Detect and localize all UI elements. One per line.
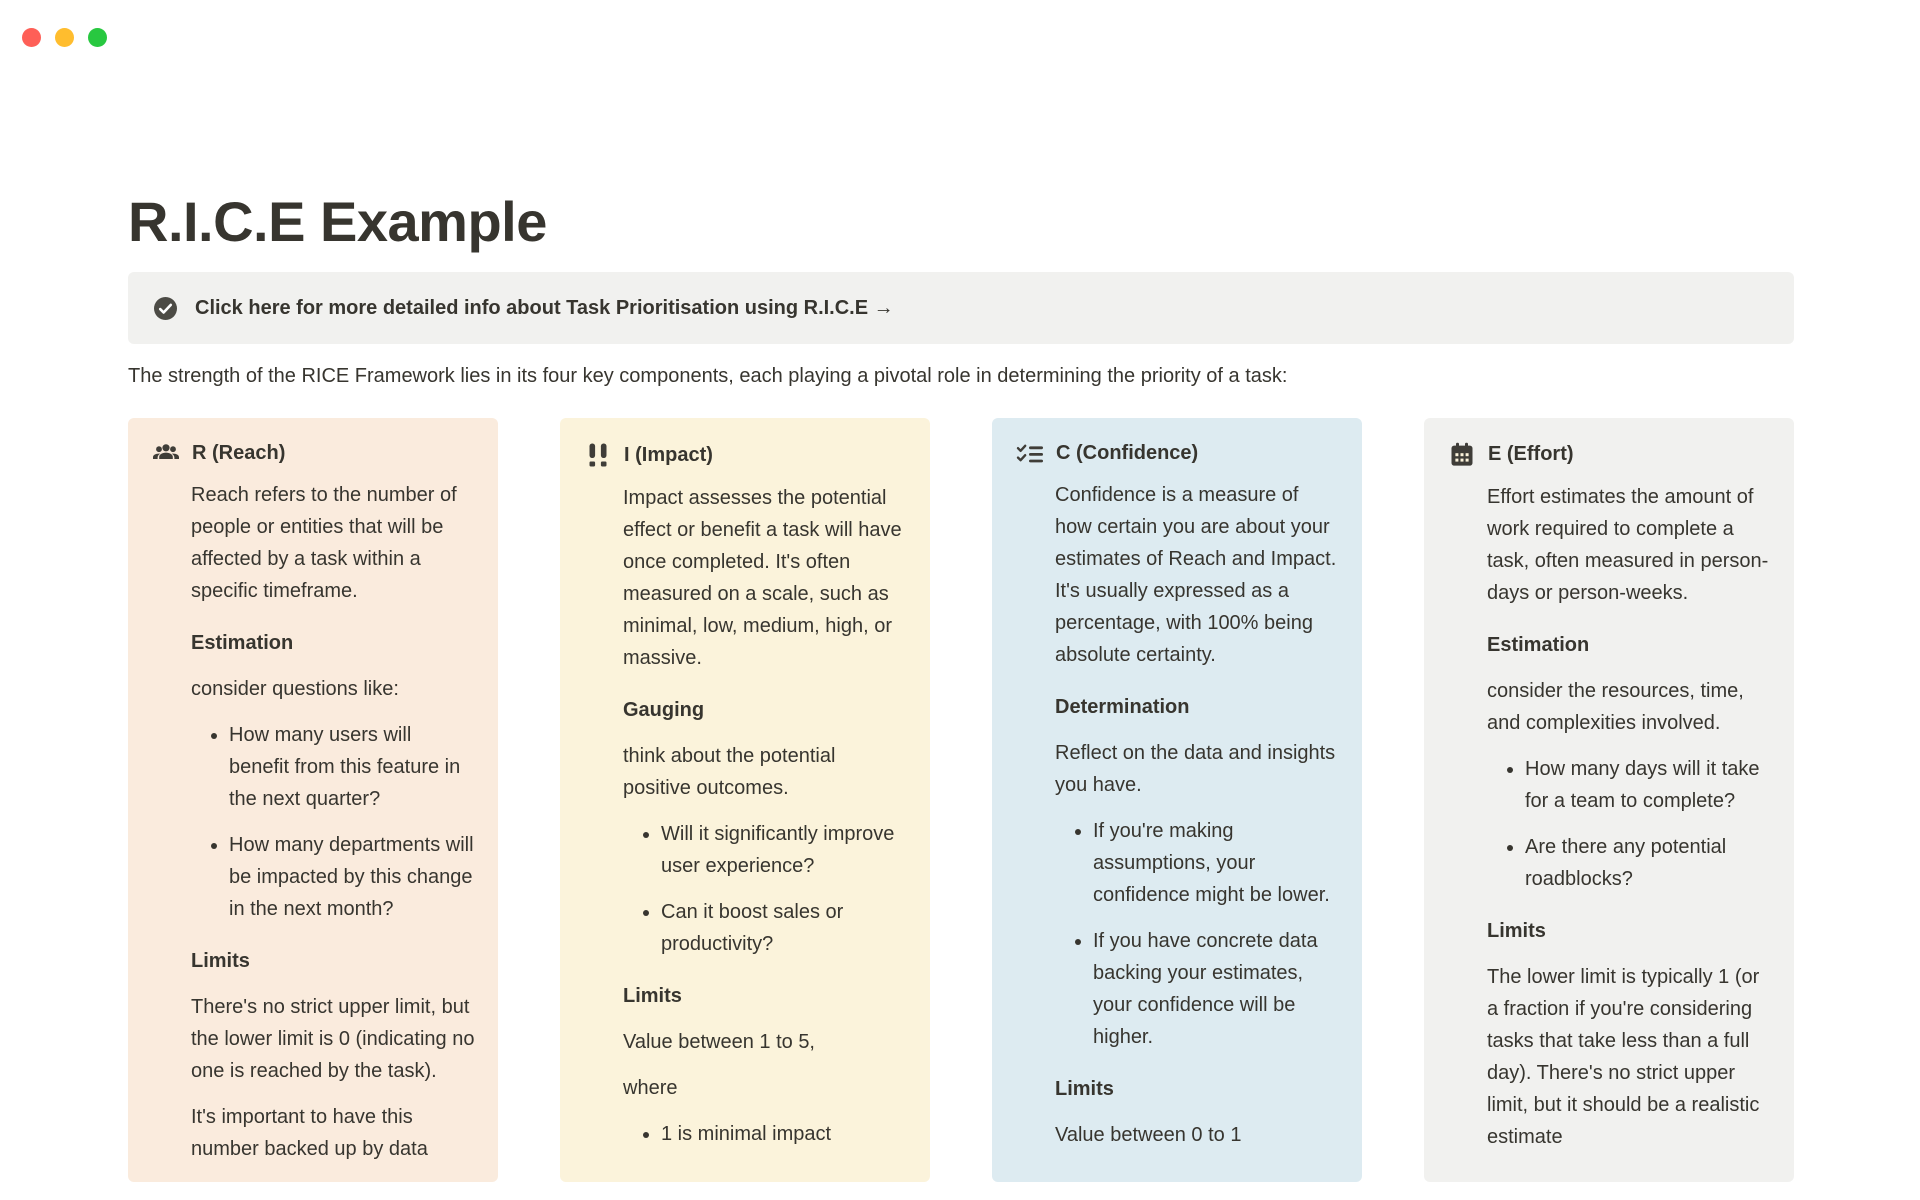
card-paragraph: Confidence is a measure of how certain you are about your estimates of Reach and Impact. It's usually expressed as a percentage, with 100% being absolute certainty. [1055, 484, 1337, 667]
card-subheading: Limits [191, 950, 250, 973]
card-effort-header [1446, 442, 1772, 467]
card-title: E (Effort) [1488, 443, 1574, 466]
bullet-item: • How many users will benefit from this feature in the next quarter? [229, 719, 476, 815]
window-controls [22, 28, 107, 47]
card-subheading: Limits [1487, 920, 1546, 943]
people-group-icon [150, 443, 181, 465]
card-reach [128, 418, 498, 1182]
bullet-item: • Are there any potential roadblocks? [1525, 831, 1772, 895]
card-impact [560, 418, 930, 1182]
callout-text: Click here for more detailed info about Task Prioritisation using R.I.C.E → [195, 296, 894, 319]
card-impact-header [582, 442, 908, 468]
card-paragraph: There's no strict upper limit, but the lower limit is 0 (indicating no one is reached by the task). [191, 996, 475, 1083]
card-paragraph: Reflect on the data and insights you have. [1055, 742, 1336, 797]
card-paragraph: think about the potential positive outcomes. [623, 745, 836, 800]
card-reach-body [191, 479, 476, 1182]
bullet-item: • Will it significantly improve user experience? [661, 818, 908, 882]
minimize-button[interactable] [55, 28, 74, 47]
bullet-item: • How many days will it take for a team to complete? [1525, 753, 1772, 817]
intro-paragraph: The strength of the RICE Framework lies in its four key components, each playing a pivotal role in determining the priority of a task: [128, 365, 1288, 388]
card-confidence-header [1014, 442, 1340, 465]
card-subheading: Gauging [623, 699, 705, 722]
bullet-item: • 1 is minimal impact [661, 1118, 908, 1150]
card-paragraph: Reach refers to the number of people or entities that will be affected by a task within a specific timeframe. [191, 484, 457, 603]
card-title: C (Confidence) [1056, 442, 1199, 465]
card-impact-body [623, 482, 908, 1178]
page-content [128, 0, 1794, 1182]
card-paragraph: Value between 0 to 1 [1055, 1124, 1242, 1147]
card-reach-header [150, 442, 476, 465]
card-effort [1424, 418, 1794, 1182]
card-paragraph: Effort estimates the amount of work required to complete a task, often measured in person-days or person-weeks. [1487, 486, 1769, 605]
card-paragraph: It's important to have this number backed up by data [191, 1106, 428, 1161]
double-exclamation-icon [582, 442, 613, 468]
bullet-item: • Can it boost sales or productivity? [661, 896, 908, 960]
card-paragraph: consider questions like: [191, 678, 399, 701]
page-title: R.I.C.E Example [128, 190, 547, 253]
cards-row [128, 418, 1794, 1182]
card-subheading: Limits [1055, 1078, 1114, 1101]
bullet-list [623, 818, 908, 960]
card-confidence [992, 418, 1362, 1182]
bullet-item: • If you're making assumptions, your confidence might be lower. [1093, 815, 1340, 911]
bullet-list [1487, 753, 1772, 895]
card-subheading: Estimation [1487, 634, 1590, 657]
callout-link[interactable] [128, 272, 1794, 344]
card-subheading: Estimation [191, 632, 294, 655]
card-paragraph: Impact assesses the potential effect or benefit a task will have once completed. It's often measured on a scale, such as minimal, low, medium, high, or massive. [623, 487, 902, 670]
card-title: I (Impact) [624, 443, 713, 466]
card-subheading: Determination [1055, 696, 1190, 719]
card-paragraph: The lower limit is typically 1 (or a fraction if you're considering tasks that take less than a full day). There's no strict upper limit, but it should be a realistic estimate [1487, 966, 1760, 1149]
bullet-list [1055, 815, 1340, 1053]
card-paragraph: where [623, 1077, 678, 1100]
bullet-list [191, 719, 476, 925]
card-paragraph: consider the resources, time, and complexities involved. [1487, 680, 1744, 735]
card-subheading: Limits [623, 985, 682, 1008]
card-confidence-body [1055, 479, 1340, 1175]
zoom-button[interactable] [88, 28, 107, 47]
check-circle-icon [152, 295, 179, 322]
card-effort-body [1487, 481, 1772, 1177]
close-button[interactable] [22, 28, 41, 47]
card-paragraph: Value between 1 to 5, [623, 1031, 815, 1054]
calendar-icon [1446, 442, 1477, 467]
card-title: R (Reach) [192, 442, 286, 465]
bullet-item: • How many departments will be impacted by this change in the next month? [229, 829, 476, 925]
bullet-list [623, 1118, 908, 1150]
bullet-item: • If you have concrete data backing your estimates, your confidence will be higher. [1093, 925, 1340, 1053]
checklist-icon [1014, 443, 1045, 465]
